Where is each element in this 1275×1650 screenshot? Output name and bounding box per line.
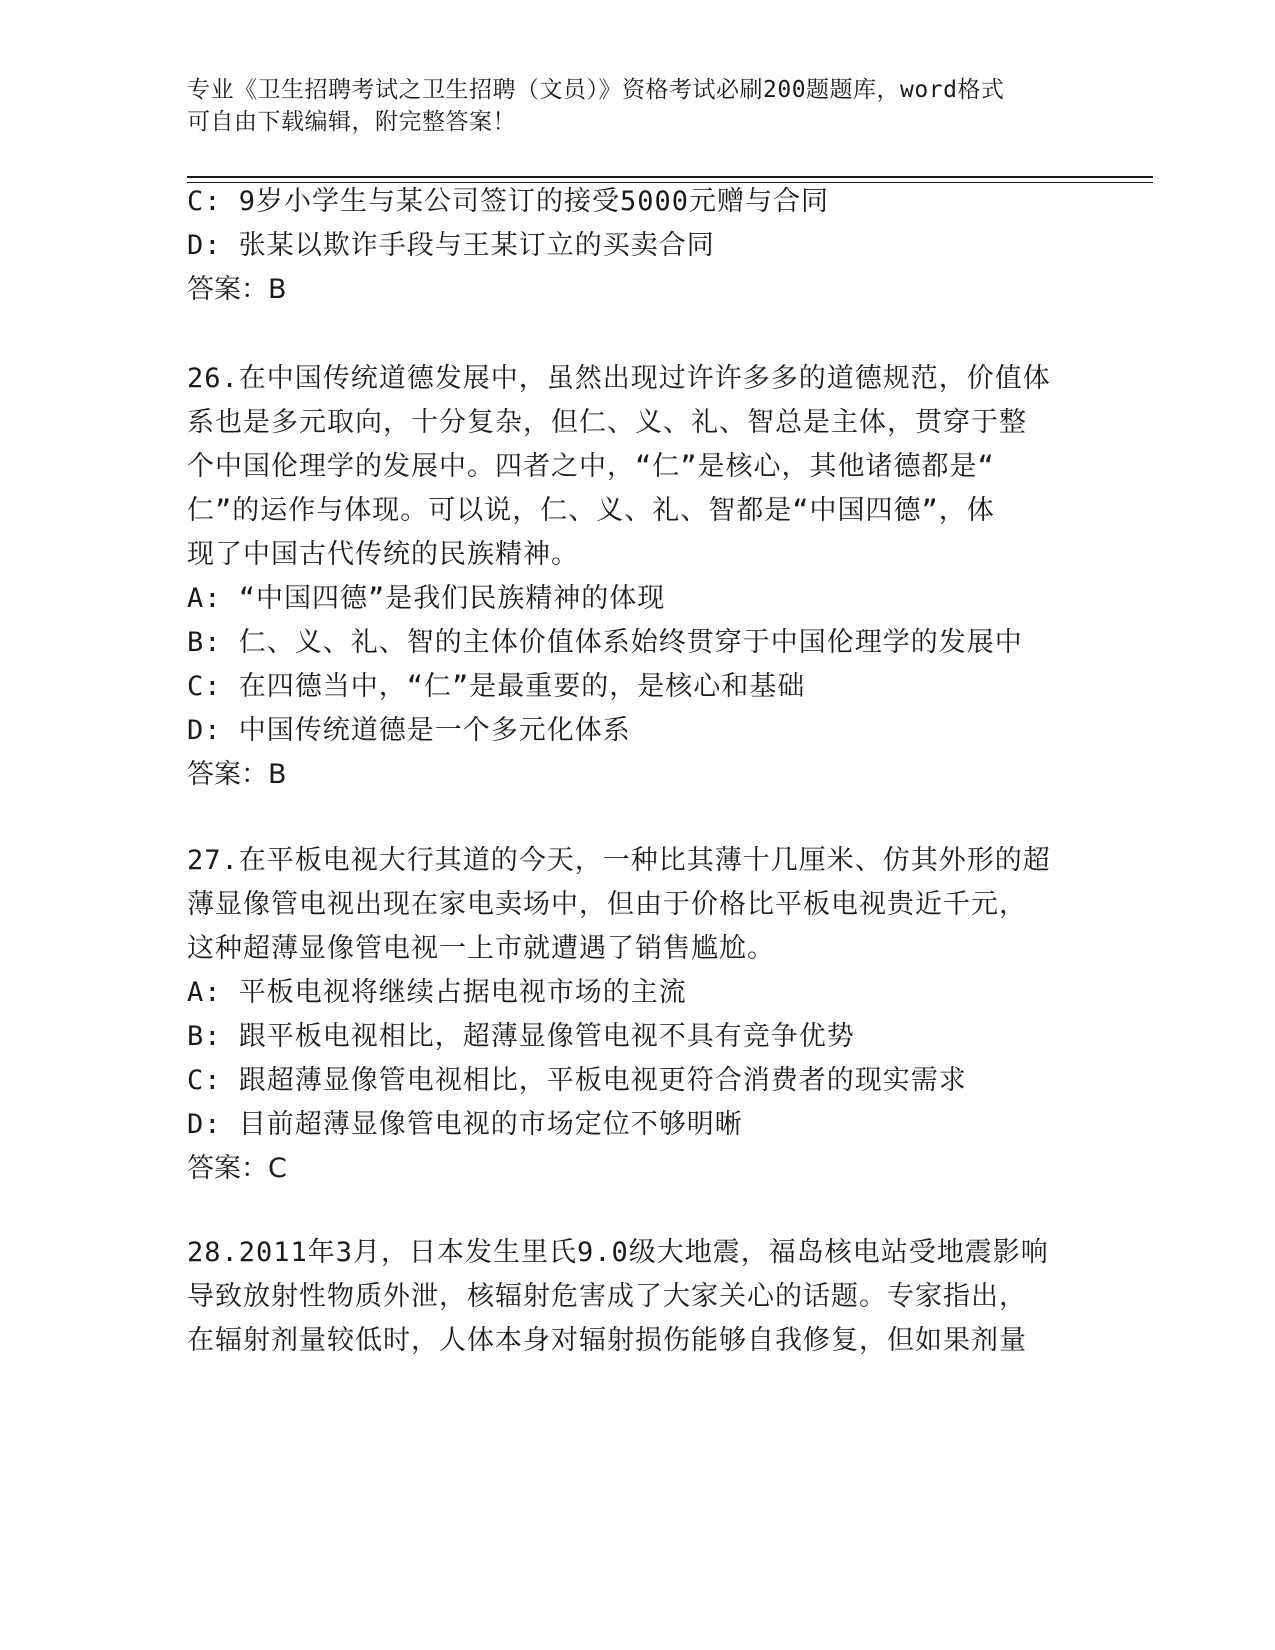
q28-stem-line-1: 28.2011年3月，日本发生里氏9.0级大地震，福岛核电站受地震影响 — [187, 1237, 1049, 1268]
document-header — [187, 74, 1067, 138]
header-title-line-2: 可自由下载编辑，附完整答案！ — [187, 109, 516, 135]
q27-option-c: C: 跟超薄显像管电视相比，平板电视更符合消费者的现实需求 — [187, 1065, 967, 1096]
q27-option-b: B: 跟平板电视相比，超薄显像管电视不具有竞争优势 — [187, 1021, 855, 1052]
q27-stem-line-2: 薄显像管电视出现在家电卖场中，但由于价格比平板电视贵近千元， — [187, 889, 1027, 920]
q27-stem-line-3: 这种超薄显像管电视一上市就遭遇了销售尴尬。 — [187, 933, 775, 964]
q27-stem-line-1: 27.在平板电视大行其道的今天，一种比其薄十几厘米、仿其外形的超 — [187, 845, 1051, 876]
q25-option-c: C: 9岁小学生与某公司签订的接受5000元赠与合同 — [187, 186, 830, 217]
header-title-line-1: 专业《卫生招聘考试之卫生招聘（文员）》资格考试必刷200题题库，word格式 — [187, 77, 1005, 103]
q27-option-a: A: 平板电视将继续占据电视市场的主流 — [187, 977, 687, 1008]
q27-option-d: D: 目前超薄显像管电视的市场定位不够明晰 — [187, 1109, 743, 1140]
q26-stem-line-1: 26.在中国传统道德发展中，虽然出现过许许多多的道德规范，价值体 — [187, 363, 1051, 394]
q27-answer: 答案：C — [187, 1153, 287, 1184]
header-divider-thick — [187, 176, 1153, 178]
q26-option-a: A: “中国四德”是我们民族精神的体现 — [187, 583, 666, 614]
q26-option-c: C: 在四德当中，“仁”是最重要的，是核心和基础 — [187, 671, 806, 702]
q26-answer: 答案：B — [187, 759, 287, 790]
q28-stem-line-3: 在辐射剂量较低时，人体本身对辐射损伤能够自我修复，但如果剂量 — [187, 1325, 1027, 1356]
q25-answer: 答案：B — [187, 274, 287, 305]
q26-stem-line-3: 个中国伦理学的发展中。四者之中，“仁”是核心，其他诸德都是“ — [187, 451, 995, 482]
q26-option-b: B: 仁、义、礼、智的主体价值体系始终贯穿于中国伦理学的发展中 — [187, 627, 1023, 658]
q26-stem-line-5: 现了中国古代传统的民族精神。 — [187, 539, 579, 570]
header-divider-thin — [187, 182, 1153, 183]
q28-stem-line-2: 导致放射性物质外泄，核辐射危害成了大家关心的话题。专家指出， — [187, 1281, 1027, 1312]
q25-option-d: D: 张某以欺诈手段与王某订立的买卖合同 — [187, 230, 715, 261]
q26-stem-line-2: 系也是多元取向，十分复杂，但仁、义、礼、智总是主体，贯穿于整 — [187, 407, 1027, 438]
q26-stem-line-4: 仁”的运作与体现。可以说，仁、义、礼、智都是“中国四德”，体 — [187, 495, 995, 526]
q26-option-d: D: 中国传统道德是一个多元化体系 — [187, 715, 631, 746]
